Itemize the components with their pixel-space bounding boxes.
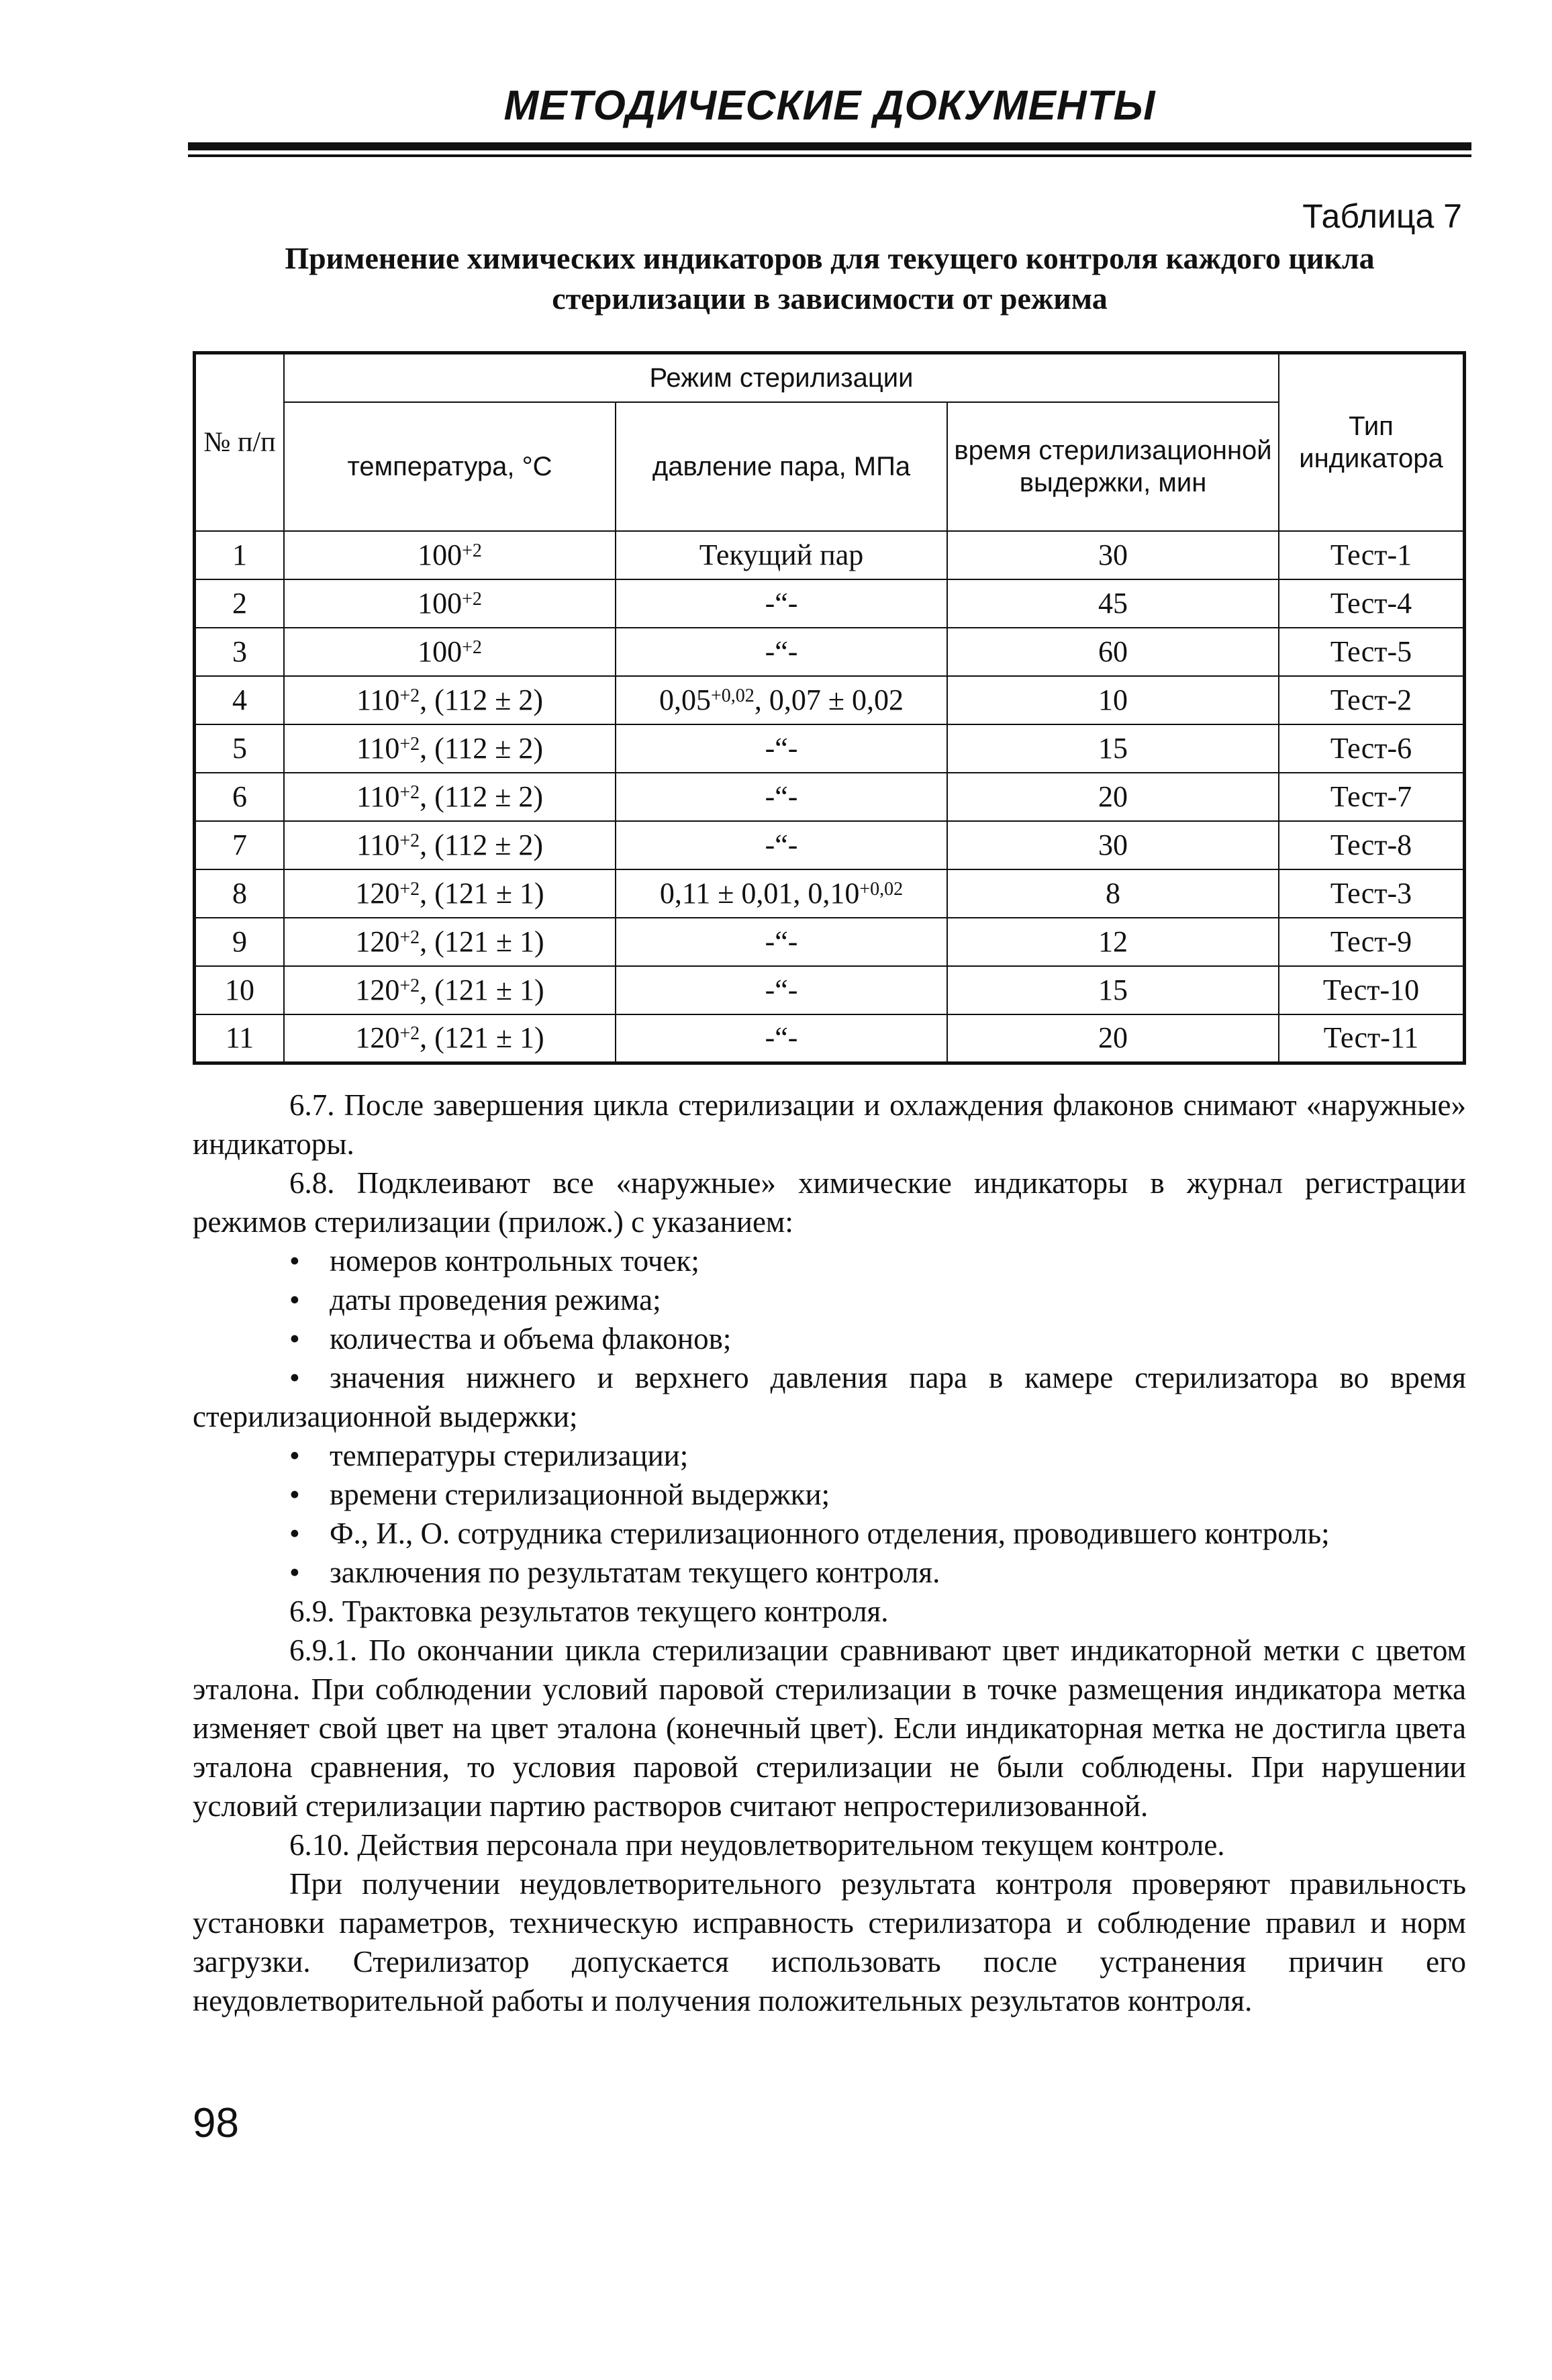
table-row <box>195 628 1465 676</box>
list-item: • заключения по результатам текущего контроля. <box>193 1553 1466 1592</box>
bullet-icon: • <box>289 1517 300 1550</box>
cell-pressure: Текущий пар <box>616 531 947 579</box>
cell-num: 1 <box>195 531 285 579</box>
paragraph-final: При получении неудовлетворительного результата контроля проверяют правильность установки параметров, техническую исправность стерилизатора и соблюдение правил и норм загрузки. Стерилизатор допускается использовать после устранения причин его неудовлетворительной работы и получения положительных результатов контроля. <box>193 1867 1466 2017</box>
bullet-icon: • <box>289 1556 300 1589</box>
header-num: № п/п <box>195 353 285 532</box>
cell-time: 10 <box>947 676 1279 724</box>
cell-indicator-type: Тест-7 <box>1279 773 1465 821</box>
cell-temperature: $110^{+2}$, (112 ± 2) <box>284 676 616 724</box>
bullet-icon: • <box>289 1361 300 1394</box>
cell-pressure: 0,11 ± 0,01, $0,10^{+0,02}$ <box>616 869 947 918</box>
cell-time: 15 <box>947 966 1279 1014</box>
header-rule-thin <box>188 154 1471 157</box>
cell-time: 45 <box>947 579 1279 628</box>
cell-indicator-type: Тест-2 <box>1279 676 1465 724</box>
cell-temperature: $100^{+2}$ <box>284 579 616 628</box>
table-row <box>195 724 1465 773</box>
cell-time: 12 <box>947 918 1279 966</box>
cell-temperature: $110^{+2}$, (112 ± 2) <box>284 821 616 869</box>
paragraph-6-8: 6.8. Подклеивают все «наружные» химические индикаторы в журнал регистрации режимов стерилизации (прилож.) с указанием: <box>193 1166 1466 1239</box>
table-row <box>195 869 1465 918</box>
cell-num: 8 <box>195 869 285 918</box>
cell-indicator-type: Тест-11 <box>1279 1014 1465 1063</box>
page-number: 98 <box>193 2100 239 2146</box>
list-item: • значения нижнего и верхнего давления пара в камере стерилизатора во время стерилизационной выдержки; <box>193 1358 1466 1436</box>
cell-pressure: -“- <box>616 1014 947 1063</box>
table-row <box>195 821 1465 869</box>
cell-indicator-type: Тест-10 <box>1279 966 1465 1014</box>
cell-num: 11 <box>195 1014 285 1063</box>
cell-time: 20 <box>947 1014 1279 1063</box>
header-type: Тип индикатора <box>1279 353 1465 532</box>
sterilization-table <box>193 351 1466 1065</box>
cell-num: 5 <box>195 724 285 773</box>
cell-temperature: $110^{+2}$, (112 ± 2) <box>284 773 616 821</box>
paragraph-6-7: 6.7. После завершения цикла стерилизации и охлаждения флаконов снимают «наружные» индикаторы. <box>193 1088 1466 1161</box>
cell-pressure: -“- <box>616 628 947 676</box>
cell-num: 6 <box>195 773 285 821</box>
bullet-icon: • <box>289 1283 300 1317</box>
cell-pressure: -“- <box>616 821 947 869</box>
cell-time: 20 <box>947 773 1279 821</box>
cell-indicator-type: Тест-4 <box>1279 579 1465 628</box>
cell-indicator-type: Тест-3 <box>1279 869 1465 918</box>
cell-temperature: $120^{+2}$, (121 ± 1) <box>284 1014 616 1063</box>
body-text <box>193 1086 1466 2020</box>
table-body <box>195 531 1465 1063</box>
table-label: Таблица 7 <box>1302 197 1462 235</box>
cell-time: 30 <box>947 821 1279 869</box>
table-title-line-2: стерилизации в зависимости от режима <box>552 281 1108 316</box>
table-row <box>195 1014 1465 1063</box>
cell-time: 60 <box>947 628 1279 676</box>
bullet-icon: • <box>289 1322 300 1355</box>
table-row <box>195 773 1465 821</box>
cell-indicator-type: Тест-1 <box>1279 531 1465 579</box>
cell-indicator-type: Тест-8 <box>1279 821 1465 869</box>
cell-indicator-type: Тест-9 <box>1279 918 1465 966</box>
table-title-line-1: Применение химических индикаторов для текущего контроля каждого цикла <box>285 241 1375 275</box>
cell-pressure: -“- <box>616 724 947 773</box>
bullet-icon: • <box>289 1244 300 1278</box>
cell-num: 7 <box>195 821 285 869</box>
table-row <box>195 531 1465 579</box>
list-item: • Ф., И., О. сотрудника стерилизационного отделения, проводившего контроль; <box>193 1514 1466 1553</box>
paragraph-6-9: 6.9. Трактовка результатов текущего контроля. <box>289 1594 889 1628</box>
bullet-icon: • <box>289 1478 300 1511</box>
cell-num: 3 <box>195 628 285 676</box>
paragraph-6-10: 6.10. Действия персонала при неудовлетворительном текущем контроле. <box>289 1828 1225 1862</box>
cell-temperature: $110^{+2}$, (112 ± 2) <box>284 724 616 773</box>
table-row <box>195 966 1465 1014</box>
cell-time: 8 <box>947 869 1279 918</box>
table-title <box>201 238 1458 319</box>
header-mode: Режим стерилизации <box>284 353 1279 403</box>
list-item: • количества и объема флаконов; <box>193 1319 1466 1358</box>
cell-temperature: $100^{+2}$ <box>284 531 616 579</box>
cell-temperature: $100^{+2}$ <box>284 628 616 676</box>
cell-time: 30 <box>947 531 1279 579</box>
list-item: • времени стерилизационной выдержки; <box>193 1475 1466 1514</box>
cell-time: 15 <box>947 724 1279 773</box>
header-rule-thick <box>188 142 1471 150</box>
cell-temperature: $120^{+2}$, (121 ± 1) <box>284 918 616 966</box>
cell-num: 9 <box>195 918 285 966</box>
cell-pressure: -“- <box>616 966 947 1014</box>
header-temperature: температура, °С <box>284 402 616 531</box>
table-row <box>195 676 1465 724</box>
list-item: • номеров контрольных точек; <box>193 1241 1466 1280</box>
cell-num: 10 <box>195 966 285 1014</box>
cell-pressure: -“- <box>616 918 947 966</box>
cell-pressure: -“- <box>616 773 947 821</box>
header-pressure: давление пара, МПа <box>616 402 947 531</box>
paragraph-6-9-1: 6.9.1. По окончании цикла стерилизации сравнивают цвет индикаторной метки с цветом эталона. При соблюдении условий паровой стерилизации в точке размещения индикатора метка изменяет свой цвет на цвет эталона (конечный цвет). Если индикаторная метка не достигла цвета эталона сравнения, то условия паровой стерилизации не были соблюдены. При нарушении условий стерилизации партию растворов считают непростерилизованной. <box>193 1633 1466 1823</box>
header-time: время стерилизационной выдержки, мин <box>947 402 1279 531</box>
cell-pressure: $0,05^{+0,02}$, 0,07 ± 0,02 <box>616 676 947 724</box>
cell-num: 4 <box>195 676 285 724</box>
cell-temperature: $120^{+2}$, (121 ± 1) <box>284 966 616 1014</box>
cell-temperature: $120^{+2}$, (121 ± 1) <box>284 869 616 918</box>
cell-pressure: -“- <box>616 579 947 628</box>
cell-num: 2 <box>195 579 285 628</box>
table-row <box>195 918 1465 966</box>
bullet-icon: • <box>289 1439 300 1472</box>
list-item: • температуры стерилизации; <box>193 1436 1466 1475</box>
cell-indicator-type: Тест-5 <box>1279 628 1465 676</box>
cell-indicator-type: Тест-6 <box>1279 724 1465 773</box>
list-item: • даты проведения режима; <box>193 1280 1466 1319</box>
table-row <box>195 579 1465 628</box>
running-head: МЕТОДИЧЕСКИЕ ДОКУМЕНТЫ <box>503 83 1156 129</box>
